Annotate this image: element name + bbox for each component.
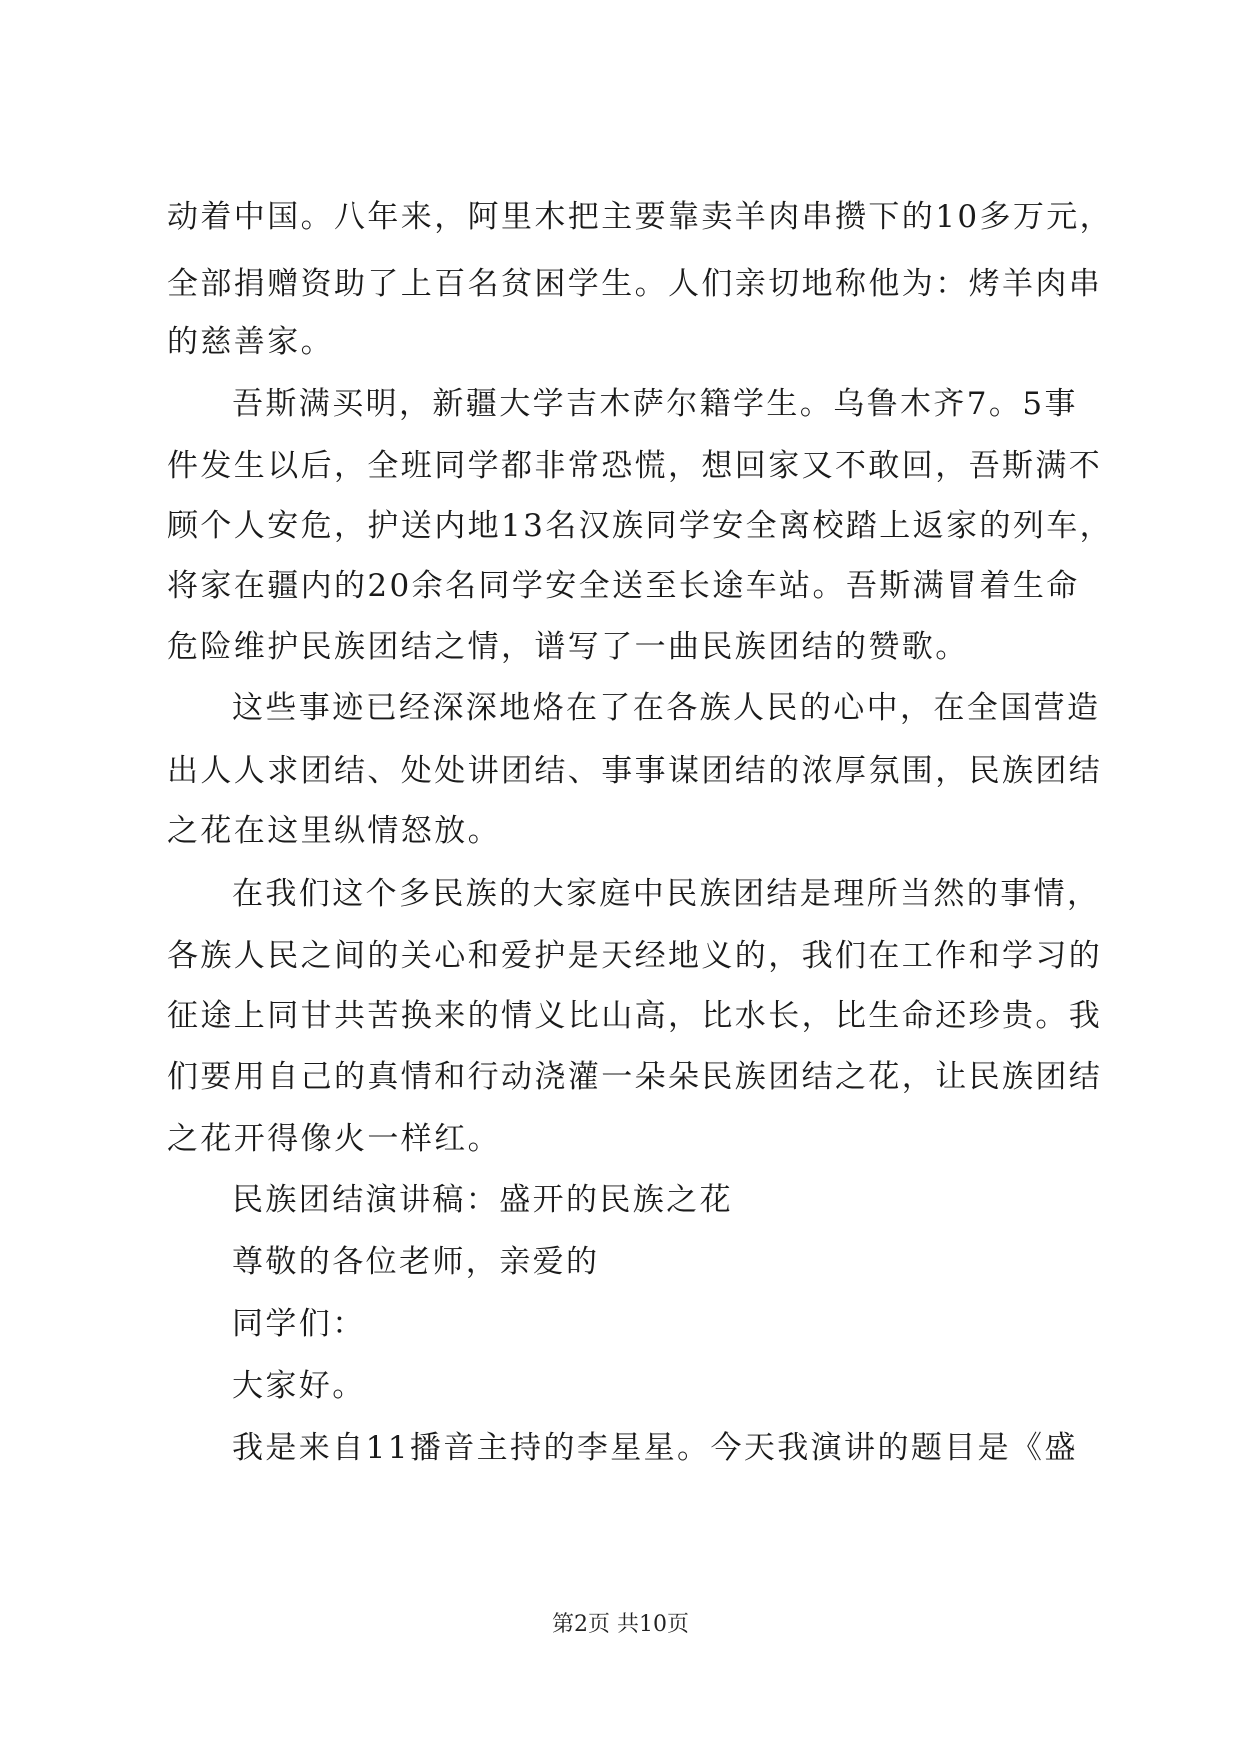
text-line: 的慈善家。 — [167, 324, 334, 360]
text-line: 尊敬的各位老师，亲爱的 — [232, 1244, 600, 1280]
text-line: 将家在疆内的20余名同学安全送至长途车站。吾斯满冒着生命 — [167, 568, 1080, 604]
text-line: 件发生以后，全班同学都非常恐慌，想回家又不敢回，吾斯满不 — [167, 448, 1103, 484]
page-number-footer: 第2页 共10页 — [552, 1612, 689, 1637]
text-line: 同学们： — [232, 1306, 366, 1342]
text-line: 吾斯满买明，新疆大学吉木萨尔籍学生。乌鲁木齐7。5事 — [232, 386, 1078, 422]
text-line: 之花在这里纵情怒放。 — [167, 813, 501, 849]
text-line: 在我们这个多民族的大家庭中民族团结是理所当然的事情， — [232, 876, 1101, 912]
text-line: 出人人求团结、处处讲团结、事事谋团结的浓厚氛围，民族团结 — [167, 753, 1103, 789]
text-line: 民族团结演讲稿：盛开的民族之花 — [232, 1182, 733, 1218]
text-line: 们要用自己的真情和行动浇灌一朵朵民族团结之花，让民族团结 — [167, 1059, 1103, 1095]
text-line: 各族人民之间的关心和爱护是天经地义的，我们在工作和学习的 — [167, 938, 1103, 974]
text-line: 征途上同甘共苦换来的情义比山高，比水长，比生命还珍贵。我 — [167, 998, 1103, 1034]
text-line: 大家好。 — [232, 1368, 366, 1404]
text-line: 顾个人安危，护送内地13名汉族同学安全离校踏上返家的列车， — [167, 508, 1114, 544]
text-line: 我是来自11播音主持的李星星。今天我演讲的题目是《盛 — [232, 1430, 1078, 1466]
text-line: 全部捐赠资助了上百名贫困学生。人们亲切地称他为：烤羊肉串 — [167, 266, 1103, 302]
text-line: 危险维护民族团结之情，谱写了一曲民族团结的赞歌。 — [167, 629, 969, 665]
text-line: 之花开得像火一样红。 — [167, 1121, 501, 1157]
text-line: 动着中国。八年来，阿里木把主要靠卖羊肉串攒下的10多万元， — [167, 199, 1114, 235]
text-line: 这些事迹已经深深地烙在了在各族人民的心中，在全国营造 — [232, 690, 1101, 726]
